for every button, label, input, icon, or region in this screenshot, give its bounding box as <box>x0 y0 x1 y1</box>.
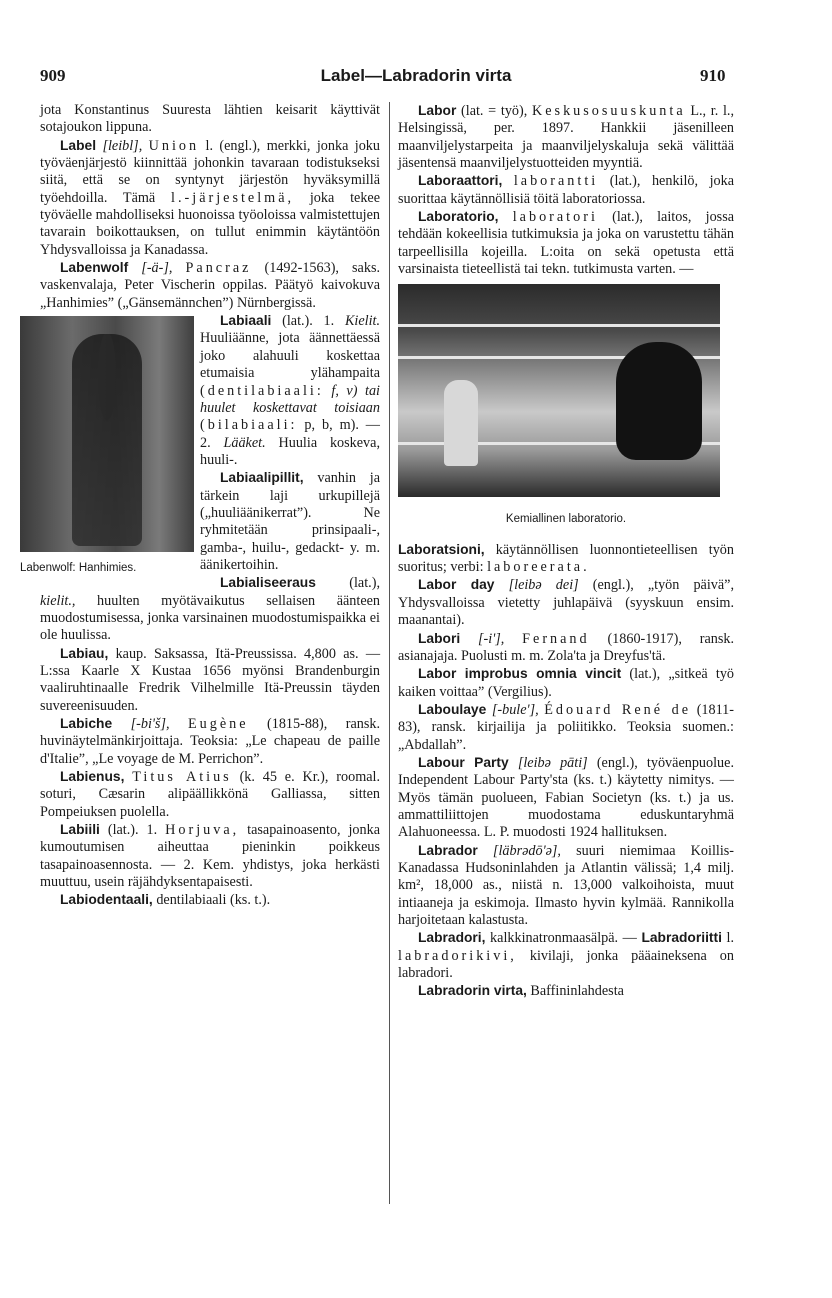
entry-text: l. (engl.), merkki, jonka joku työväenjärjestö kiinnittää johonkin tavaraan todistukseksi siitä, että se on syntynyt järjestön hyväksymillä työehdoilla. Tämä <box>40 137 380 206</box>
entry-text: (k. 45 e. Kr.), roomal. soturi, Cæsarin alipäällikkönä Galliassa, sitten Pompeiuksen puolella. <box>40 769 381 820</box>
chemist-figure <box>444 380 478 466</box>
entry-laboulaye <box>398 701 734 754</box>
entry-text: (lat.). 1. <box>107 822 158 839</box>
entry-labori <box>398 630 734 666</box>
headword: Labiaali <box>220 313 272 329</box>
entry-text: p, b, m). — 2. <box>200 417 380 451</box>
field-abbrev: kielit., <box>40 592 76 609</box>
entry-text: (1815-88), ransk. huvinäytelmänkirjoittaja. Teoksia: „Le chapeau de paille d'Italie”, „Le voyage de M. Perrichon”. <box>40 716 381 767</box>
spaced-term: Fernand <box>522 630 590 647</box>
entry-text: (lat.), laitos, jossa tehdään kokeellisia tutkimuksia ja joka on varustettu tähän tarpeellisilla kojeilla. L:oita on sekä opetusta että varsinaista tieteellistä tai tekn. tutkimusta varten. — <box>398 209 735 278</box>
page-number-left: 909 <box>40 66 66 85</box>
entry-text: (lat.), henkilö, joka suorittaa käytännöllisiä töitä laboratoriossa. <box>398 173 735 207</box>
entry-text: vanhin ja tärkein laji urkupillejä („huuliäänikerrat”). Ne ryhmitetään prinsipaali-, gamba-, huilu-, gedackt- y. m. äänikertoihin. <box>200 470 380 573</box>
entry-text: (lat.), <box>349 575 380 592</box>
entry-labradori <box>398 929 734 982</box>
entry-text: huulten myötävaikutus sellaisen äänteen muodostumisessa, jonka varsinainen muodostumispaikka ei ole huulissa. <box>40 592 381 644</box>
spaced-term: Titus Atius <box>132 769 232 786</box>
headword: Labradoriitti <box>641 930 722 946</box>
pronunciation: [-bi'š], <box>130 716 170 733</box>
pronunciation: [leibə pāti] <box>517 754 588 771</box>
entry-labour-party <box>398 754 734 842</box>
spaced-term: (dentilabiaali: <box>200 382 324 399</box>
spaced-term: (bilabiaali: <box>200 417 298 434</box>
headword: Labor day <box>418 577 495 593</box>
headword: Labradori, <box>418 930 486 946</box>
spaced-term: Horjuva, <box>165 822 240 839</box>
entry-text: kaup. Saksassa, Itä-Preussissa. 4,800 as. — L:ssa Kaarle X Kustaa 1656 myönsi Brandenburgin vaaliruhtinaalle Fredrik Vilhelmille Itä-Preussin täyden suvereenisuuden. <box>40 645 381 714</box>
shelf <box>398 324 720 327</box>
field-abbrev: Lääket. <box>223 434 266 451</box>
entry-text: (1492-1563), saks. vaskenvalaja, Peter Vischerin oppilas. Päätyö kaivokuva „Hanhimies” („Gänsemännchen”) Nürnbergissä. <box>40 260 381 311</box>
headword: Labiche <box>60 716 113 732</box>
headword: Label <box>60 137 97 153</box>
headword: Labienus, <box>60 769 125 785</box>
entry-text: f, v) tai huulet koskettavat toisiaan <box>200 382 380 416</box>
headword: Labiili <box>60 822 100 838</box>
headword: Laboraattori, <box>418 173 503 189</box>
spaced-term: laborantti <box>513 173 599 190</box>
entry-text: Huulia koskeva, huuli-. <box>200 434 380 468</box>
spaced-term: Eugène <box>187 716 249 733</box>
right-column <box>398 102 734 1001</box>
entry-continuation: jota Konstantinus Suuresta lähtien keisarit käyttivät sotajoukon lippuna. <box>40 102 380 136</box>
column-divider <box>389 102 390 1204</box>
spaced-term: laboreerata. <box>487 559 590 576</box>
entry-text: kalkkinatronmaasälpä. — <box>490 930 637 947</box>
headword: Laboratsioni, <box>398 541 485 557</box>
headword: Labiau, <box>60 645 109 661</box>
headword: Labor <box>418 103 457 118</box>
pronunciation: [leibl], <box>102 137 143 154</box>
entry-text: (lat.), „sitkeä työ kaiken voittaa” (Vergilius). <box>398 666 735 700</box>
entry-labialiseeraus <box>40 574 380 644</box>
photo-caption: Kemiallinen laboratorio. <box>505 513 627 526</box>
spaced-term: Keskusosuuskunta <box>532 103 686 119</box>
statue-image <box>20 316 194 552</box>
headword: Labenwolf <box>60 260 129 276</box>
field-abbrev: Kielit. <box>344 313 381 330</box>
entry-text: suuri niemimaa Koillis-Kanadassa Hudsoninlahden ja Atlantin välissä; 1,4 milj. km², 18,000 as., niistä n. 13,000 valkoihoista, muut intiaaneja ja eskimoja. Ilmasto hyvin kylmää. Rannikolla harjoitetaan kalastusta. <box>398 842 735 928</box>
entry-labradorin-virta <box>398 982 734 1000</box>
pronunciation: [-bule'], <box>491 701 539 718</box>
headword: Laboratorio, <box>418 209 499 225</box>
entry-labenwolf <box>40 259 380 312</box>
spaced-term: Union <box>148 137 200 154</box>
entry-text: tasapainoasento, jonka kumoutumisen aiheuttaa pieninkin poikkeus tasapainoasennosta. — 2. Kem. yhdistys, joka herkästi muuttuu, usein räjähdyksentapaisesti. <box>40 822 381 891</box>
entry-text: dentilabiaali (ks. t.). <box>156 892 271 909</box>
headword: Labiaalipillit, <box>220 470 304 486</box>
entry-labor <box>398 102 734 172</box>
pronunciation: [leibə dei] <box>508 577 579 594</box>
entry-text: (engl.), työväenpuolue. Independent Labour Party'sta (ks. t.) käytetty nimitys. — Myös tämän puolueen, Fabian Societyn (ks. t.) ja us. ammattiliittojen muodostama eduskuntaryhmä Alahuoneessa. L. P. muodosti 1924 hallituksen. <box>398 754 734 841</box>
headword: Labiodentaali, <box>60 892 153 908</box>
statue-figure <box>72 334 142 546</box>
entry-labienus <box>40 768 380 821</box>
photo-caption: Labenwolf: Hanhimies. <box>20 562 137 575</box>
entry-labor-day <box>398 576 734 629</box>
entry-text: joka tekee työväelle mahdolliseksi huonoissa työoloissa valmistettujen tavarain boikottauksen, on tullut enimmin käytäntöön Yhdysvalloissa ja Kanadassa. <box>40 189 381 258</box>
entry-text: (engl.), „työn päivä”, Yhdysvalloissa vietetty juhlapäivä (syyskuun ensim. maanantai). <box>398 577 735 629</box>
entry-text: käytännöllisen luonnontieteellisen työn suoritus; verbi: <box>398 541 734 576</box>
entry-text: kivilaji, jonka pääaineksena on labradori. <box>398 947 734 982</box>
pronunciation: [läbrədō'ə], <box>492 842 561 859</box>
headword: Laboulaye <box>418 701 487 717</box>
entry-labrador <box>398 842 734 930</box>
pronunciation: [-ä-], <box>141 260 173 277</box>
entry-text: (lat.). 1. <box>282 313 335 330</box>
page-number-right: 910 <box>700 66 726 85</box>
entry-text: Huuliäänne, jota äännettäessä joko alahuuli koskettaa etumaisia ylähampaita <box>200 330 380 382</box>
entry-laboratorio <box>398 208 734 278</box>
entry-labiche <box>40 715 380 768</box>
entry-labor-improbus <box>398 665 734 701</box>
entry-laboraattori <box>398 172 734 208</box>
spaced-term: Édouard René de <box>544 701 692 718</box>
spaced-term: Pancraz <box>185 260 252 277</box>
headword: Labradorin virta, <box>418 983 527 999</box>
entry-label <box>40 137 380 259</box>
entry-labiau <box>40 645 380 715</box>
headword: Labour Party <box>418 754 509 770</box>
entry-text: (lat. = työ), <box>461 103 528 119</box>
carboy-bottle <box>616 342 702 460</box>
spaced-term: l.-järjestelmä, <box>171 189 295 206</box>
running-head: Label—Labradorin virta <box>320 66 512 85</box>
headword: Labori <box>418 630 461 646</box>
headword: Labrador <box>418 842 478 858</box>
entry-text: Baffininlahdesta <box>530 983 624 1000</box>
left-column <box>20 102 381 910</box>
entry-text: l. <box>726 930 734 947</box>
entry-laboratorio-cont <box>398 541 734 577</box>
hanhimies-photo <box>20 316 194 574</box>
spaced-term: laboratori <box>512 209 598 226</box>
pronunciation: [-i'], <box>478 630 505 647</box>
entry-text: L., r. l., Helsingissä, per. 1897. Hankkii jäsenilleen maanviljelystarpeita ja maanviljelyskaluja sekä välittää jäsentensä maanviljelystuotteiden myyntiä. <box>398 103 735 172</box>
entry-text: (1811-83), ransk. kirjailija ja poliitikko. Teoksia suomen.: „Abdallah”. <box>398 701 734 753</box>
entry-labiodentaali <box>40 891 380 909</box>
laboratory-photo <box>398 284 720 497</box>
entry-text: (1860-1917), ransk. asianajaja. Puolusti m. m. Zola'ta ja Dreyfus'tä. <box>398 630 735 664</box>
headword: Labialiseeraus <box>220 575 316 591</box>
spaced-term: labradorikivi, <box>398 947 517 964</box>
headword: Labor improbus omnia vincit <box>418 666 622 682</box>
entry-labiili <box>40 821 380 891</box>
